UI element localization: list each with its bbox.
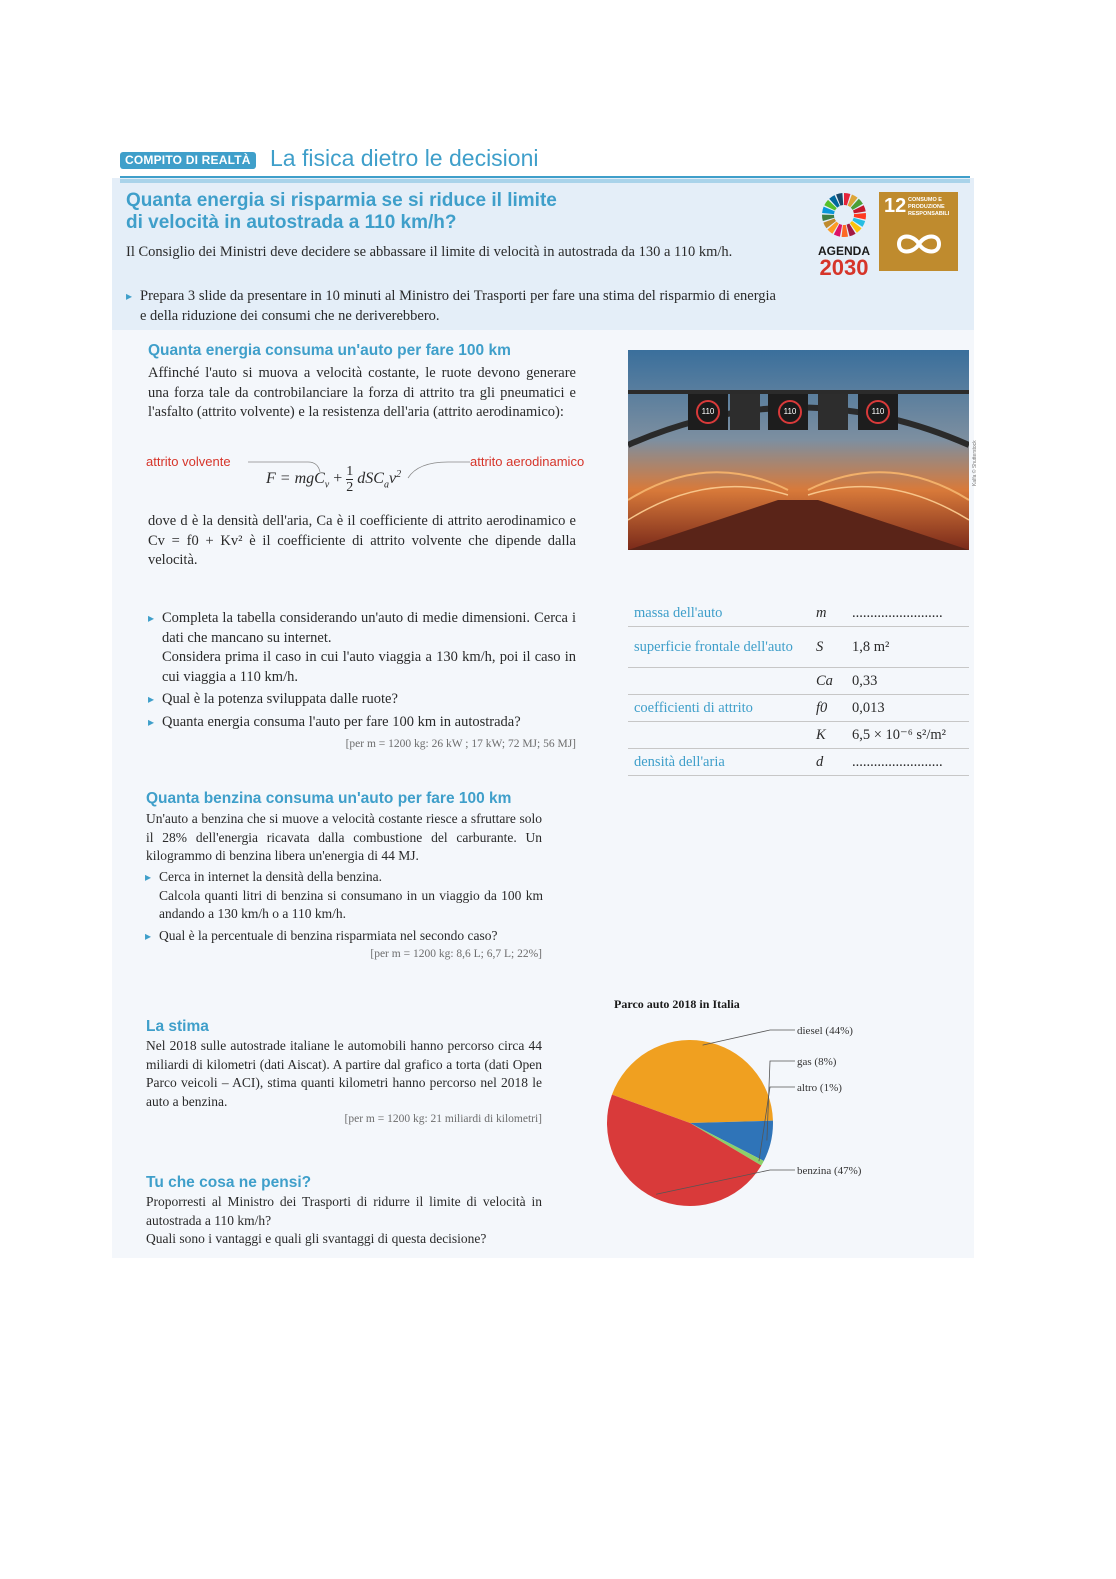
pie-svg: [600, 995, 900, 1235]
label-aero-friction: attrito aerodinamico: [470, 454, 585, 469]
sdg-wheel-icon: [814, 190, 874, 240]
section-heading-fuel: Quanta benzina consuma un'auto per fare 100 km: [146, 790, 512, 807]
title-rule: [120, 176, 970, 178]
table-row: densità dell'aria d .........................: [628, 749, 969, 776]
section-energy-paragraph: Affinché l'auto si muova a velocità costante, le ruote devono generare una forza tale da controbilanciare la forza di attrito tra gli pneumatici e l'asfalto (attrito volvente) e la resistenza dell'aria (attrito aerodinamico):: [148, 365, 576, 420]
sdg-12-logo: 12 CONSUMO E PRODUZIONE RESPONSABILI: [879, 192, 958, 271]
fleet-pie-chart: [600, 995, 900, 1235]
pie-label-benzina: benzina (47%): [797, 1165, 862, 1177]
photo-credit: Kalfa © Shutterstock: [972, 440, 978, 486]
hint-fuel: [per m = 1200 kg: 8,6 L; 6,7 L; 22%]: [370, 948, 542, 960]
drag-formula: F = mgC$_v$ + $\frac{1}{2}$ $dSC_av^2$: [266, 464, 402, 495]
table-row: massa dell'auto m .........................: [628, 600, 969, 627]
agenda-2030-logo: AGENDA 2030: [814, 190, 874, 270]
formula-explanation: dove d è la densità dell'aria, Ca è il coefficiente di attrito aerodinamico e Cv = f0 + Kv² è il coefficiente di attrito volvente che dipende dalla velocità.: [148, 513, 576, 568]
section-fuel-paragraph: Un'auto a benzina che si muove a velocità costante riesce a sfruttare solo il 28% dell'energia ricavata dalla combustione del carburante. Un kilogrammo di benzina libera un'energia di 44 MJ.: [146, 811, 542, 863]
hint-estimate: [per m = 1200 kg: 21 miliardi di kilometri]: [344, 1113, 542, 1125]
hint-energy: [per m = 1200 kg: 26 kW ; 17 kW; 72 MJ; 56 MJ]: [345, 738, 576, 750]
title-rule-light: [120, 179, 970, 183]
intro-bullet: ▸ Prepara 3 slide da presentare in 10 minuti al Ministro dei Trasporti per fare una stima del risparmio di energia e della riduzione dei consumi che ne deriverebbero.: [140, 287, 776, 326]
highway-photo: [628, 350, 969, 550]
section-heading-energy: Quanta energia consuma un'auto per fare 100 km: [148, 342, 511, 359]
speed-sign-2: 110: [778, 400, 802, 424]
sdg-wheel-segment: [842, 225, 848, 237]
table-row: coefficienti di attrito f0 0,013: [628, 695, 969, 722]
label-rolling-friction: attrito volvente: [146, 454, 231, 469]
table-row: Ca 0,33: [628, 668, 969, 695]
intro-paragraph: Il Consiglio dei Ministri deve decidere se abbassare il limite di velocità in autostrada da 130 a 110 km/h.: [126, 244, 733, 260]
tasks-fuel: ▸ Cerca in internet la densità della benzina. Calcola quanti litri di benzina si consumano in un viaggio da 100 km andando a 130 km/h o a 110 km/h. ▸ Qual è la percentuale di benzina risparmiata nel secondo caso?: [159, 868, 543, 945]
table-row: superficie frontale dell'auto S 1,8 m²: [628, 627, 969, 668]
main-question: Quanta energia si risparmia se si riduce il limite di velocità in autostrada a 110 km/h?: [126, 190, 557, 233]
table-row: K 6,5 × 10⁻⁶ s²/m²: [628, 722, 969, 749]
section-estimate-paragraph: Nel 2018 sulle autostrade italiane le automobili hanno percorso circa 44 miliardi di kilometri (dati Aiscat). A partire dal grafico a torta (dati Open Parco veicoli – ACI), stima quanti kilometri hanno percorso nel 2018 le auto a benzina.: [146, 1038, 542, 1109]
section-heading-opinion: Tu che cosa ne pensi?: [146, 1174, 312, 1191]
section-opinion-text: Proporresti al Ministro dei Trasporti di ridurre il limite di velocità in autostrada a 110 km/h? Quali sono i vantaggi e quali gli svantaggi di questa decisione?: [146, 1194, 542, 1246]
task-badge: COMPITO DI REALTÀ: [120, 152, 256, 169]
car-data-table: [628, 600, 969, 776]
speed-sign-1: 110: [696, 400, 720, 424]
pie-label-altro: altro (1%): [797, 1082, 842, 1094]
page-title: La fisica dietro le decisioni: [270, 145, 539, 171]
pie-label-gas: gas (8%): [797, 1056, 837, 1068]
pie-label-diesel: diesel (44%): [797, 1025, 853, 1037]
section-heading-estimate: La stima: [146, 1018, 209, 1035]
pie-leader-diesel: [703, 1030, 795, 1045]
chart-title: Parco auto 2018 in Italia: [614, 997, 740, 1011]
tasks-energy: ▸ Completa la tabella considerando un'auto di medie dimensioni. Cerca i dati che mancano su internet. Considera prima il caso in cui l'auto viaggia a 130 km/h, poi il caso in cui viaggia a 110 km/h. ▸ Qual è la potenza sviluppata dalle ruote? ▸ Quanta energia consuma l'auto per fare 100 km in autostrada?: [162, 609, 576, 732]
speed-sign-3: 110: [866, 400, 890, 424]
infinity-icon: [893, 230, 945, 258]
